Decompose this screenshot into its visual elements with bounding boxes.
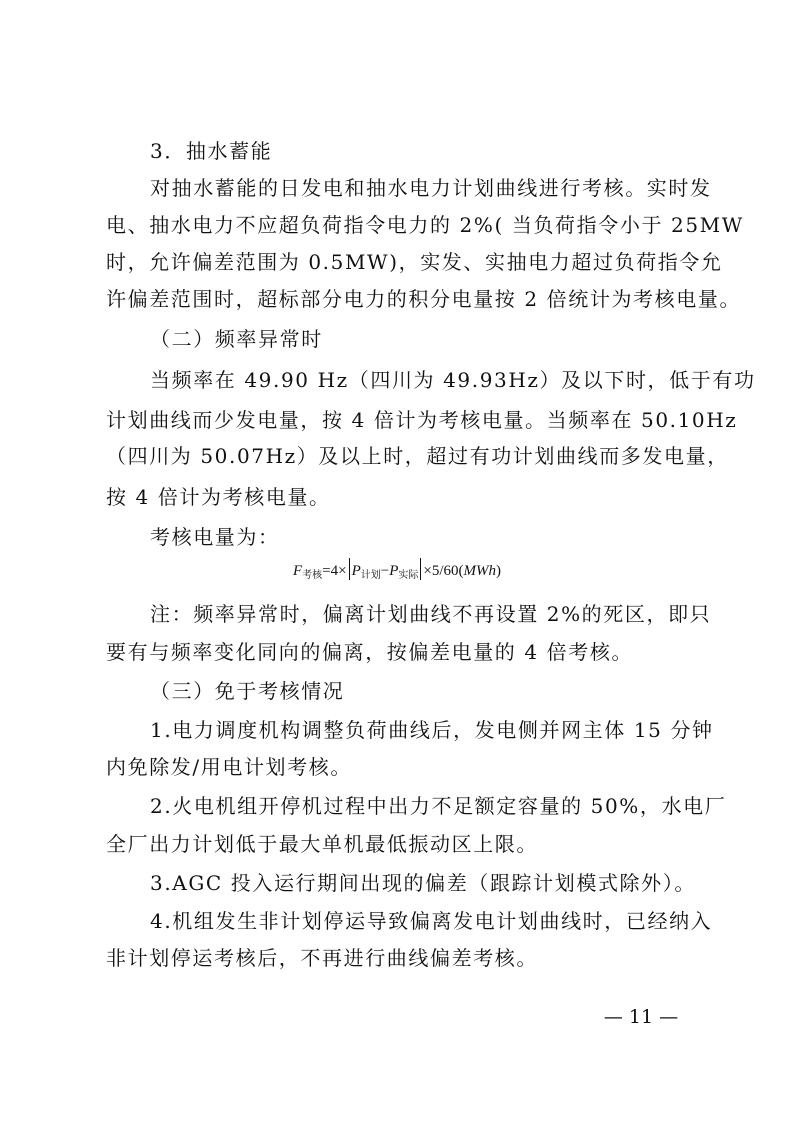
- formula-coefficient: =4×: [322, 563, 347, 579]
- formula-close: ): [496, 563, 502, 579]
- exemption-item-2-cont: 全厂出力计划低于最大单机最低振动区上限。: [106, 832, 538, 856]
- section-3-paragraph-line: 许偏差范围时，超标部分电力的积分电量按 2 倍统计为考核电量。: [106, 287, 742, 311]
- formula-unit: MWh: [463, 563, 497, 579]
- section-3-heading: 3．抽水蓄能: [150, 139, 273, 163]
- section-3-paragraph-line: 对抽水蓄能的日发电和抽水电力计划曲线进行考核。实时发: [150, 176, 712, 200]
- section-two-paragraph-line: 按 4 倍计为考核电量。: [106, 485, 331, 509]
- section-two-paragraph-line: 计划曲线而少发电量，按 4 倍计为考核电量。当频率在 50.10Hz: [106, 408, 738, 432]
- formula-lhs: F: [292, 563, 303, 579]
- formula-tail: ×5/60(: [423, 563, 464, 579]
- formula-p-actual-sub: 实际: [398, 570, 419, 581]
- exemption-item-1-cont: 内免除发/用电计划考核。: [106, 755, 352, 779]
- abs-bar-left: [349, 558, 350, 580]
- assessment-formula: [0, 556, 794, 586]
- section-two-paragraph-line: 当频率在 49.90 Hz（四川为 49.93Hz）及以下时，低于有功: [150, 368, 756, 392]
- formula-p-plan-sub: 计划: [360, 570, 381, 581]
- section-three-heading: （三）免于考核情况: [150, 679, 345, 703]
- section-two-heading: （二）频率异常时: [150, 327, 323, 351]
- exemption-item-1: 1.电力调度机构调整负荷曲线后，发电侧并网主体 15 分钟: [150, 718, 714, 742]
- exemption-item-4-cont: 非计划停运考核后，不再进行曲线偏差考核。: [106, 946, 538, 970]
- formula-p-plan: P: [351, 563, 361, 579]
- exemption-item-2: 2.火电机组开停机过程中出力不足额定容量的 50%，水电厂: [150, 794, 727, 818]
- section-3-paragraph-line: 电、抽水电力不应超负荷指令电力的 2%( 当负荷指令小于 25MW: [106, 213, 744, 237]
- formula-minus: −: [380, 563, 390, 579]
- exemption-item-3: 3.AGC 投入运行期间出现的偏差（跟踪计划模式除外）。: [150, 871, 696, 895]
- note-line: 要有与频率变化同向的偏离，按偏差电量的 4 倍考核。: [106, 640, 634, 664]
- note-line: 注：频率异常时，偏离计划曲线不再设置 2%的死区，即只: [150, 602, 712, 626]
- page-number: — 11 —: [603, 1006, 679, 1028]
- formula-p-actual: P: [389, 563, 399, 579]
- formula-intro: 考核电量为：: [150, 525, 280, 549]
- section-3-paragraph-line: 时，允许偏差范围为 0.5MW)，实发、实抽电力超过负荷指令允: [106, 250, 723, 274]
- formula-lhs-sub: 考核: [302, 570, 323, 581]
- abs-bar-right: [420, 558, 421, 580]
- section-two-paragraph-line: （四川为 50.07Hz）及以上时，超过有功计划曲线而多发电量，: [106, 444, 729, 468]
- exemption-item-4: 4.机组发生非计划停运导致偏离发电计划曲线时，已经纳入: [150, 909, 713, 933]
